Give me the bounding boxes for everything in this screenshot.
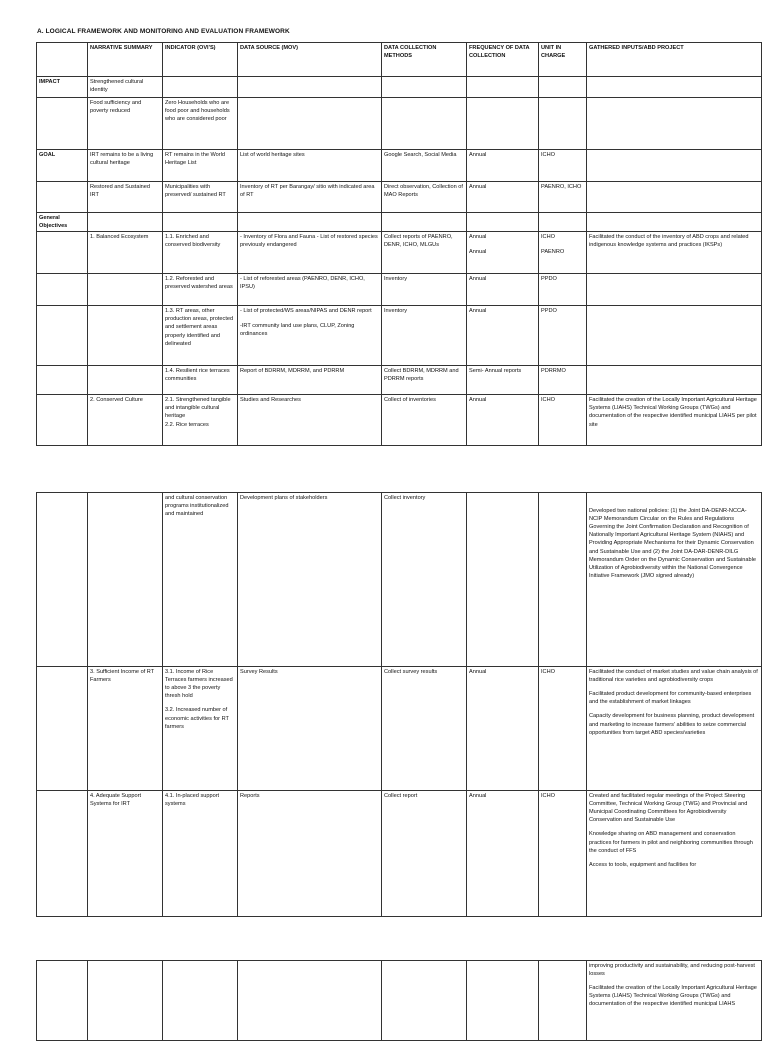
method-cell: Collect survey results [382, 667, 467, 791]
source-cell: - List of reforested areas (PAENRO, DENR, ICHO, IPSU) [238, 274, 382, 306]
frequency-cell: Annual [467, 306, 539, 366]
frequency-cell: Semi- Annual reports [467, 366, 539, 395]
table-row [37, 232, 762, 274]
frequency-cell: Annual [467, 182, 539, 213]
indicator-cell: Zero Households who are food poor and households who are considered poor [163, 98, 238, 150]
method-cell: Collect inventory [382, 493, 467, 667]
method-cell: Collect BDRRM, MDRRM and PDRRM reports [382, 366, 467, 395]
logframe-table-page-1 [36, 42, 762, 446]
table-row [37, 274, 762, 306]
col-header-methods: DATA COLLECTION METHODS [382, 43, 467, 77]
unit-cell: ICHO [539, 395, 587, 446]
table-row [37, 493, 762, 667]
row-label-goal: GOAL [37, 150, 88, 182]
narrative-cell: Strengthened cultural identity [88, 77, 163, 98]
indicator-cell: 2.1. Strengthened tangible and intangible cultural heritage 2.2. Rice terraces [163, 395, 238, 446]
table-row [37, 306, 762, 366]
source-cell: - Inventory of Flora and Fauna - List of restored species previously endangered [238, 232, 382, 274]
method-cell: Collect report [382, 791, 467, 917]
header-row [37, 43, 762, 77]
table-row [37, 77, 762, 98]
col-header-source: DATA SOURCE (MOV) [238, 43, 382, 77]
narrative-cell: Food sufficiency and poverty reduced [88, 98, 163, 150]
source-cell: - List of protected/WS areas/NIPAS and DENR report -IRT community land use plans, CLUP, Zoning ordinances [238, 306, 382, 366]
col-header-blank [37, 43, 88, 77]
frequency-cell: Annual [467, 395, 539, 446]
col-header-inputs: GATHERED INPUTS/ABD PROJECT [587, 43, 762, 77]
table-row [37, 395, 762, 446]
source-cell: Survey Results [238, 667, 382, 791]
table-row [37, 667, 762, 791]
method-cell: Inventory [382, 274, 467, 306]
frequency-cell: Annual [467, 150, 539, 182]
unit-cell: PDRRMO [539, 366, 587, 395]
frequency-cell: Annual [467, 667, 539, 791]
table-row [37, 961, 762, 1041]
source-cell: Development plans of stakeholders [238, 493, 382, 667]
indicator-cell: Municipalities with preserved/ sustained RT [163, 182, 238, 213]
table-row [37, 182, 762, 213]
col-header-frequency: FREQUENCY OF DATA COLLECTION [467, 43, 539, 77]
narrative-cell: 1. Balanced Ecosystem [88, 232, 163, 274]
method-cell: Google Search, Social Media [382, 150, 467, 182]
inputs-cell: Facilitated the creation of the Locally Important Agricultural Heritage Systems (LIAHS) Technical Working Groups (TWGs) and documentation of the respective identified municipal LIAHS per pilot site [587, 395, 762, 446]
source-cell: Inventory of RT per Barangay/ sitio with indicated area of RT [238, 182, 382, 213]
col-header-narrative: NARRATIVE SUMMARY [88, 43, 163, 77]
indicator-cell: 1.3. RT areas, other production areas, protected and settlement areas properly identified and delineated [163, 306, 238, 366]
unit-cell: ICHO [539, 667, 587, 791]
logframe-table-page-2 [36, 492, 762, 917]
col-header-indicator: INDICATOR (OVI'S) [163, 43, 238, 77]
unit-cell: ICHO [539, 150, 587, 182]
method-cell: Inventory [382, 306, 467, 366]
inputs-cell: Developed two national policies: (1) the Joint DA-DENR-NCCA-NCIP Memorandum Circular on the Rules and Regulations Governing the Joint Confirmation Declaration and Recognition of Nationally Important Agricultural Heritage System (NIAHS) and Providing Appropriate Mechanisms for their Dynamic Conservation and Sustainable Use and (2) the Joint DA-DAR-DENR-DILG Memorandum Order on the Dynamic Conservation and Sustainable Utilization of Agrobiodiversity within the National Convergence Initiative Framework (JMO signed already) [587, 493, 762, 667]
inputs-cell: improving productivity and sustainability, and reducing post-harvest losses Facilitated the creation of the Locally Important Agricultural Heritage Systems (LIAHS) Technical Working Groups (TWGs) and documentation of the respective identified municipal LIAHS [587, 961, 762, 1041]
unit-cell: ICHO PAENRO [539, 232, 587, 274]
indicator-cell: 1.2. Reforested and preserved watershed areas [163, 274, 238, 306]
unit-cell: ICHO [539, 791, 587, 917]
narrative-cell: 3. Sufficient Income of RT Farmers [88, 667, 163, 791]
inputs-cell: Facilitated the conduct of market studies and value chain analysis of traditional rice varieties and agrobiodiversity crops Facilitated product development for community-based enterprises and the establishment of market linkages Capacity development for business planning, product development and marketing to increase farmers' abilities to seize commercial opportunities from target ABD species/varieties [587, 667, 762, 791]
unit-cell: PPDO [539, 274, 587, 306]
method-cell: Collect reports of PAENRO, DENR, ICHO, MLGUs [382, 232, 467, 274]
col-header-unit: UNIT IN CHARGE [539, 43, 587, 77]
table-row [37, 366, 762, 395]
section-heading: A. LOGICAL FRAMEWORK AND MONITORING AND EVALUATION FRAMEWORK [37, 28, 290, 35]
narrative-cell: Restored and Sustained IRT [88, 182, 163, 213]
source-cell: Studies and Researches [238, 395, 382, 446]
narrative-cell: IRT remains to be a living cultural heritage [88, 150, 163, 182]
unit-cell: PPDO [539, 306, 587, 366]
method-cell: Direct observation, Collection of MAO Reports [382, 182, 467, 213]
row-label-general-objectives: General Objectives [37, 213, 88, 232]
unit-cell: PAENRO, ICHO [539, 182, 587, 213]
table-row [37, 98, 762, 150]
source-cell: Reports [238, 791, 382, 917]
indicator-cell: 1.1. Enriched and conserved biodiversity [163, 232, 238, 274]
source-cell: Report of BDRRM, MDRRM, and PDRRM [238, 366, 382, 395]
indicator-cell: and cultural conservation programs institutionalized and maintained [163, 493, 238, 667]
indicator-cell: 3.1. Income of Rice Terraces farmers increased to above 3 the poverty thresh hold 3.2. Increased number of economic activities for RT farmers [163, 667, 238, 791]
narrative-cell: 4. Adequate Support Systems for IRT [88, 791, 163, 917]
inputs-cell: Facilitated the conduct of the inventory of ABD crops and related indigenous knowledge systems and practices (IKSPs) [587, 232, 762, 274]
frequency-cell: Annual Annual [467, 232, 539, 274]
frequency-cell: Annual [467, 274, 539, 306]
table-row [37, 791, 762, 917]
logframe-table-page-3 [36, 960, 762, 1041]
method-cell: Collect of inventories [382, 395, 467, 446]
inputs-cell: Created and facilitated regular meetings of the Project Steering Committee, Technical Working Group (TWG) and Provincial and Municipal Coordinating Committees for Agrobiodiversity Conservation and Sustainable Use Knowledge sharing on ABD management and conservation practices for farmers in pilot and neighboring communities through the conduct of FFS Access to tools, equipment and facilities for [587, 791, 762, 917]
indicator-cell: 4.1. In-placed support systems [163, 791, 238, 917]
table-row [37, 150, 762, 182]
narrative-cell: 2. Conserved Culture [88, 395, 163, 446]
indicator-cell: RT remains in the World Heritage List [163, 150, 238, 182]
frequency-cell: Annual [467, 791, 539, 917]
row-label-impact: IMPACT [37, 77, 88, 98]
source-cell: List of world heritage sites [238, 150, 382, 182]
indicator-cell: 1.4. Resilient rice terraces communities [163, 366, 238, 395]
table-row [37, 213, 762, 232]
